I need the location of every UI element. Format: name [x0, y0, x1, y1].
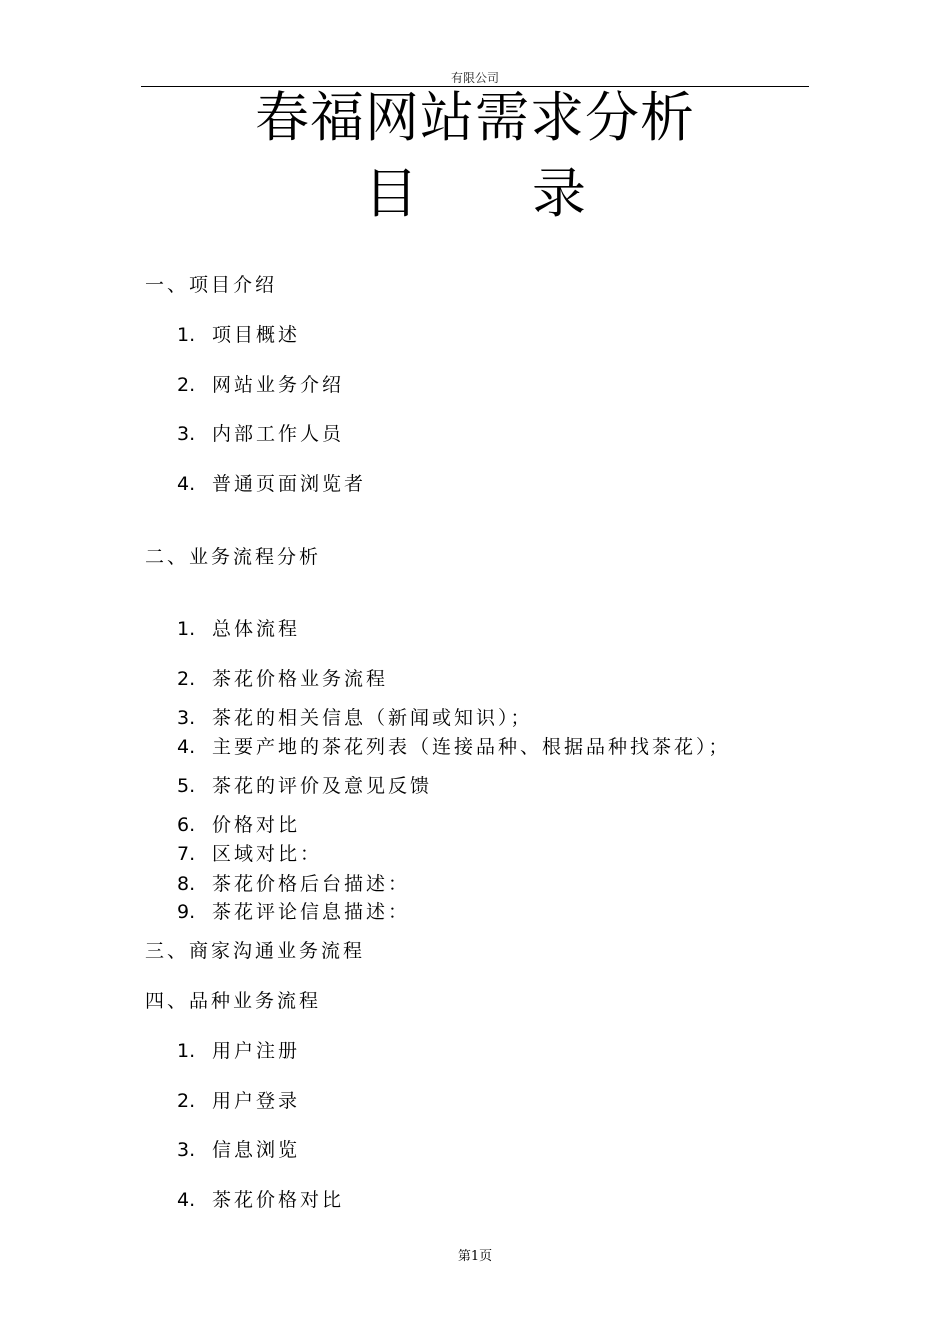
toc-section-2[interactable]: 二、业务流程分析 [145, 546, 322, 568]
toc-section-3[interactable]: 三、商家沟通业务流程 [145, 940, 366, 962]
toc-item-label: 茶花评论信息描述： [212, 901, 411, 923]
toc-item-number: 2. [177, 1090, 196, 1112]
toc-item-2-7[interactable] [177, 842, 322, 866]
toc-item-4-3[interactable] [177, 1138, 300, 1162]
toc-heading-left: 目 [364, 162, 418, 225]
toc-item-label: 主要产地的茶花列表（连接品种、根据品种找茶花）； [212, 736, 731, 758]
toc-item-2-2[interactable] [177, 667, 388, 691]
toc-item-label: 总体流程 [212, 618, 301, 640]
toc-item-label: 网站业务介绍 [212, 374, 345, 396]
toc-item-number: 8. [177, 873, 196, 895]
toc-item-number: 1. [177, 1040, 196, 1062]
toc-item-number: 3. [177, 707, 196, 729]
toc-item-label: 茶花价格后台描述： [212, 873, 411, 895]
document-title: 春福网站需求分析 [255, 86, 695, 149]
toc-item-number: 6. [177, 814, 196, 836]
toc-item-1-3[interactable] [177, 422, 344, 446]
toc-heading [0, 162, 950, 226]
toc-item-label: 用户登录 [212, 1090, 301, 1112]
page-number: 第1页 [457, 1249, 493, 1264]
toc-item-1-1[interactable] [177, 323, 300, 347]
toc-item-2-4[interactable] [177, 735, 731, 759]
toc-item-number: 3. [177, 1139, 196, 1161]
toc-item-label: 茶花的相关信息（新闻或知识）； [212, 707, 533, 729]
toc-item-label: 茶花价格对比 [212, 1189, 345, 1211]
toc-item-number: 4. [177, 736, 196, 758]
toc-item-number: 2. [177, 668, 196, 690]
toc-item-4-2[interactable] [177, 1089, 300, 1113]
toc-item-number: 4. [177, 473, 196, 495]
toc-item-2-5[interactable] [177, 774, 432, 798]
toc-item-label: 内部工作人员 [212, 423, 345, 445]
toc-item-2-9[interactable] [177, 900, 410, 924]
toc-item-2-6[interactable] [177, 813, 300, 837]
toc-item-label: 普通页面浏览者 [212, 473, 367, 495]
toc-item-number: 5. [177, 775, 196, 797]
toc-section-1[interactable]: 一、项目介绍 [145, 274, 278, 296]
toc-item-2-8[interactable] [177, 872, 410, 896]
toc-item-2-3[interactable] [177, 706, 533, 730]
toc-item-label: 价格对比 [212, 814, 301, 836]
toc-item-4-1[interactable] [177, 1039, 300, 1063]
toc-item-label: 项目概述 [212, 324, 301, 346]
toc-item-2-1[interactable] [177, 617, 300, 641]
toc-item-label: 区域对比： [212, 843, 323, 865]
toc-item-label: 信息浏览 [212, 1139, 301, 1161]
toc-item-1-2[interactable] [177, 373, 344, 397]
toc-item-number: 3. [177, 423, 196, 445]
toc-item-number: 2. [177, 374, 196, 396]
header-company: 有限公司 [450, 71, 499, 85]
toc-item-label: 茶花价格业务流程 [212, 668, 389, 690]
toc-item-number: 4. [177, 1189, 196, 1211]
toc-item-number: 1. [177, 618, 196, 640]
toc-item-1-4[interactable] [177, 472, 366, 496]
toc-item-label: 茶花的评价及意见反馈 [212, 775, 433, 797]
toc-item-number: 1. [177, 324, 196, 346]
toc-heading-right: 录 [532, 162, 586, 225]
toc-item-number: 7. [177, 843, 196, 865]
toc-item-number: 9. [177, 901, 196, 923]
toc-section-4[interactable]: 四、品种业务流程 [145, 990, 322, 1012]
toc-item-label: 用户注册 [212, 1040, 301, 1062]
toc-item-4-4[interactable] [177, 1188, 344, 1212]
